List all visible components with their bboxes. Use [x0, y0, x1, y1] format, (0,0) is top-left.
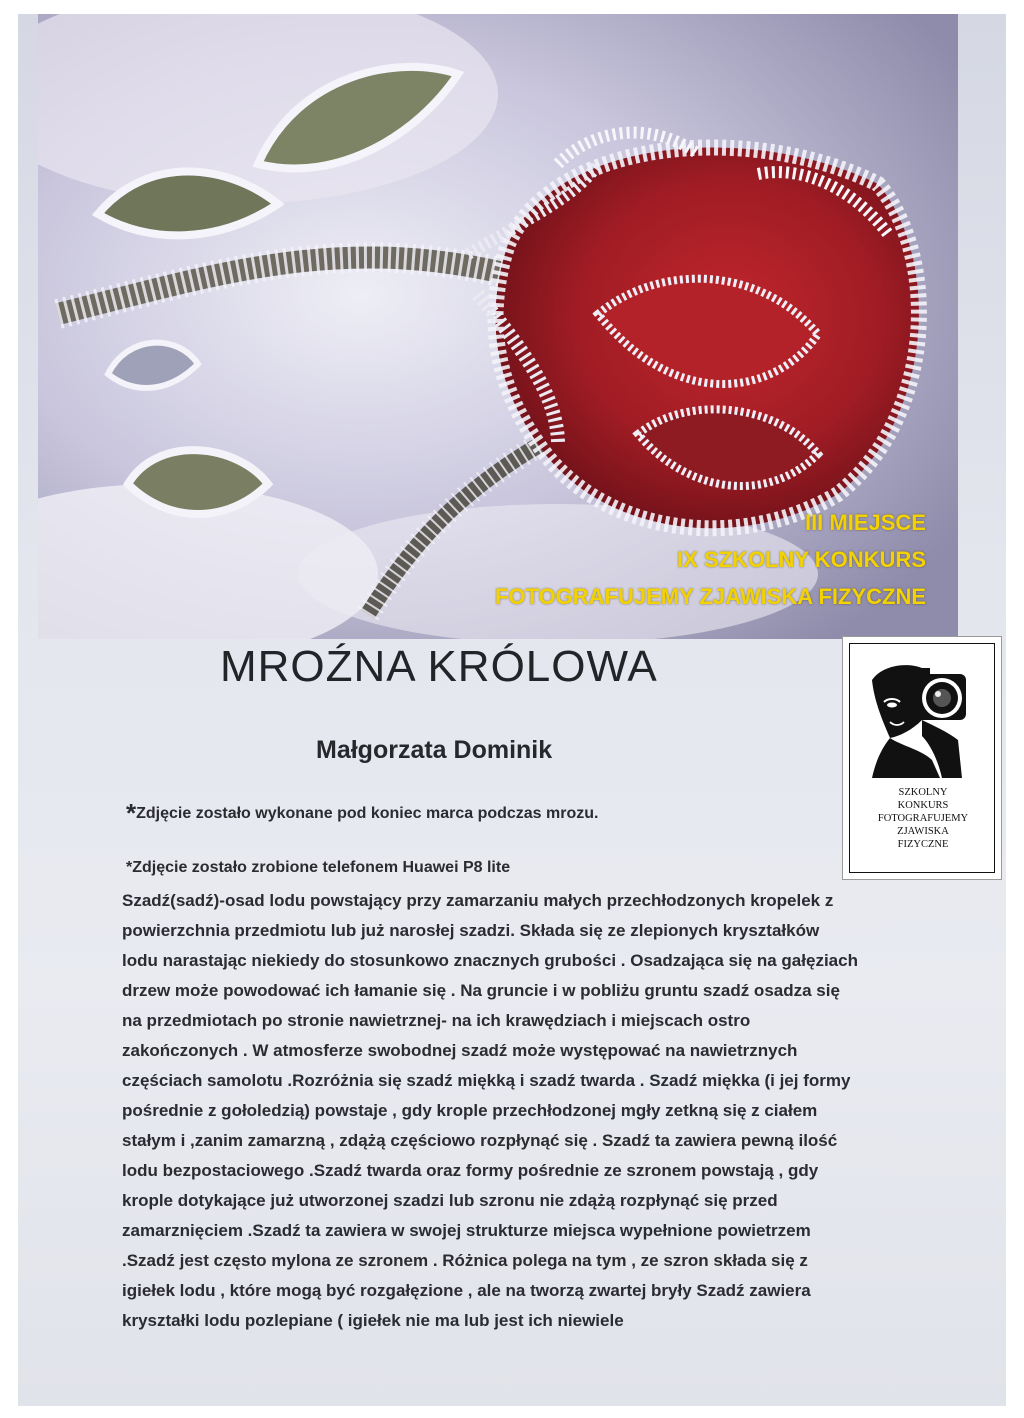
note-asterisk: *: [126, 798, 137, 828]
body-line: powierzchnia przedmiotu lub już narosłej szadzi. Składa się ze zlepionych kryształków: [122, 921, 820, 940]
body-line: lodu narastając niekiedy do stosunkowo znacznych grubości . Osadzająca się na gałęziach: [122, 951, 858, 970]
body-line: igiełek lodu , które mogą być rozgałęzione , ale na tworzą zwartej bryły Szadź zawiera: [122, 1281, 811, 1300]
note-date-text: Zdjęcie zostało wykonane pod koniec marca podczas mrozu.: [136, 805, 599, 822]
logo-line: FIZYCZNE: [897, 839, 949, 850]
body-line: kryształki lodu pozlepiane ( igiełek nie ma lub jest ich niewiele: [122, 1311, 624, 1330]
description-text: [122, 886, 982, 1336]
photo-note-device: *Zdjęcie zostało zrobione telefonem Huawei P8 lite: [126, 859, 511, 876]
body-line: częściach samolotu .Rozróżnia się szadź miękką i szadź twarda . Szadź miękka (i jej formy: [122, 1071, 851, 1090]
logo-line: SZKOLNY: [898, 787, 948, 798]
award-contest-name: FOTOGRAFUJEMY ZJAWISKA FIZYCZNE: [494, 584, 926, 609]
award-caption: [495, 504, 926, 615]
poster-title: MROŹNA KRÓLOWA: [220, 642, 658, 691]
body-line: drzew może powodować ich łamanie się . Na gruncie i w pobliżu gruntu szadź osadza się: [122, 981, 840, 1000]
body-line: krople dotykające już utworzonej szadzi lub szronu nie zdążą rozpłynąć się przed: [122, 1191, 778, 1210]
photographer-camera-icon: [862, 660, 982, 778]
award-contest: IX SZKOLNY KONKURS: [677, 547, 926, 572]
logo-line: FOTOGRAFUJEMY: [877, 813, 969, 824]
body-line: zamarznięciem .Szadź ta zawiera w swojej strukturze miejsca wypełnione powietrzem: [122, 1221, 811, 1240]
body-line: stałym i ,zanim zamarzną , zdążą częściowo rozpłynąć się . Szadź ta zawiera pewną ilość: [122, 1131, 838, 1150]
body-line: Szadź(sadź)-osad lodu powstający przy zamarzaniu małych przechłodzonych kropelek z: [122, 891, 834, 910]
logo-line: KONKURS: [897, 800, 949, 811]
award-place: III MIEJSCE: [804, 510, 926, 535]
frosted-rose-photo: [38, 14, 958, 639]
body-line: zakończonych . W atmosferze swobodnej szadź może występować na nawietrznych: [122, 1041, 798, 1060]
logo-line: ZJAWISKA: [897, 826, 949, 837]
body-line: .Szadź jest często mylona ze szronem . Różnica polega na tym , ze szron składa się z: [122, 1251, 808, 1270]
body-line: na przedmiotach po stronie nawietrznej- na ich krawędziach i miejscach ostro: [122, 1011, 751, 1030]
photo-note-date: [126, 798, 598, 829]
author-name: Małgorzata Dominik: [316, 736, 553, 764]
logo-caption: [850, 786, 996, 851]
logo-frame: [849, 643, 995, 873]
body-line: pośrednie z gołoledzią) powstaje , gdy krople przechłodzonej mgły zetkną się z ciałem: [122, 1101, 818, 1120]
body-line: lodu bezpostaciowego .Szadź twarda oraz formy pośrednie ze szronem powstają , gdy: [122, 1161, 819, 1180]
contest-logo: [842, 636, 1002, 880]
